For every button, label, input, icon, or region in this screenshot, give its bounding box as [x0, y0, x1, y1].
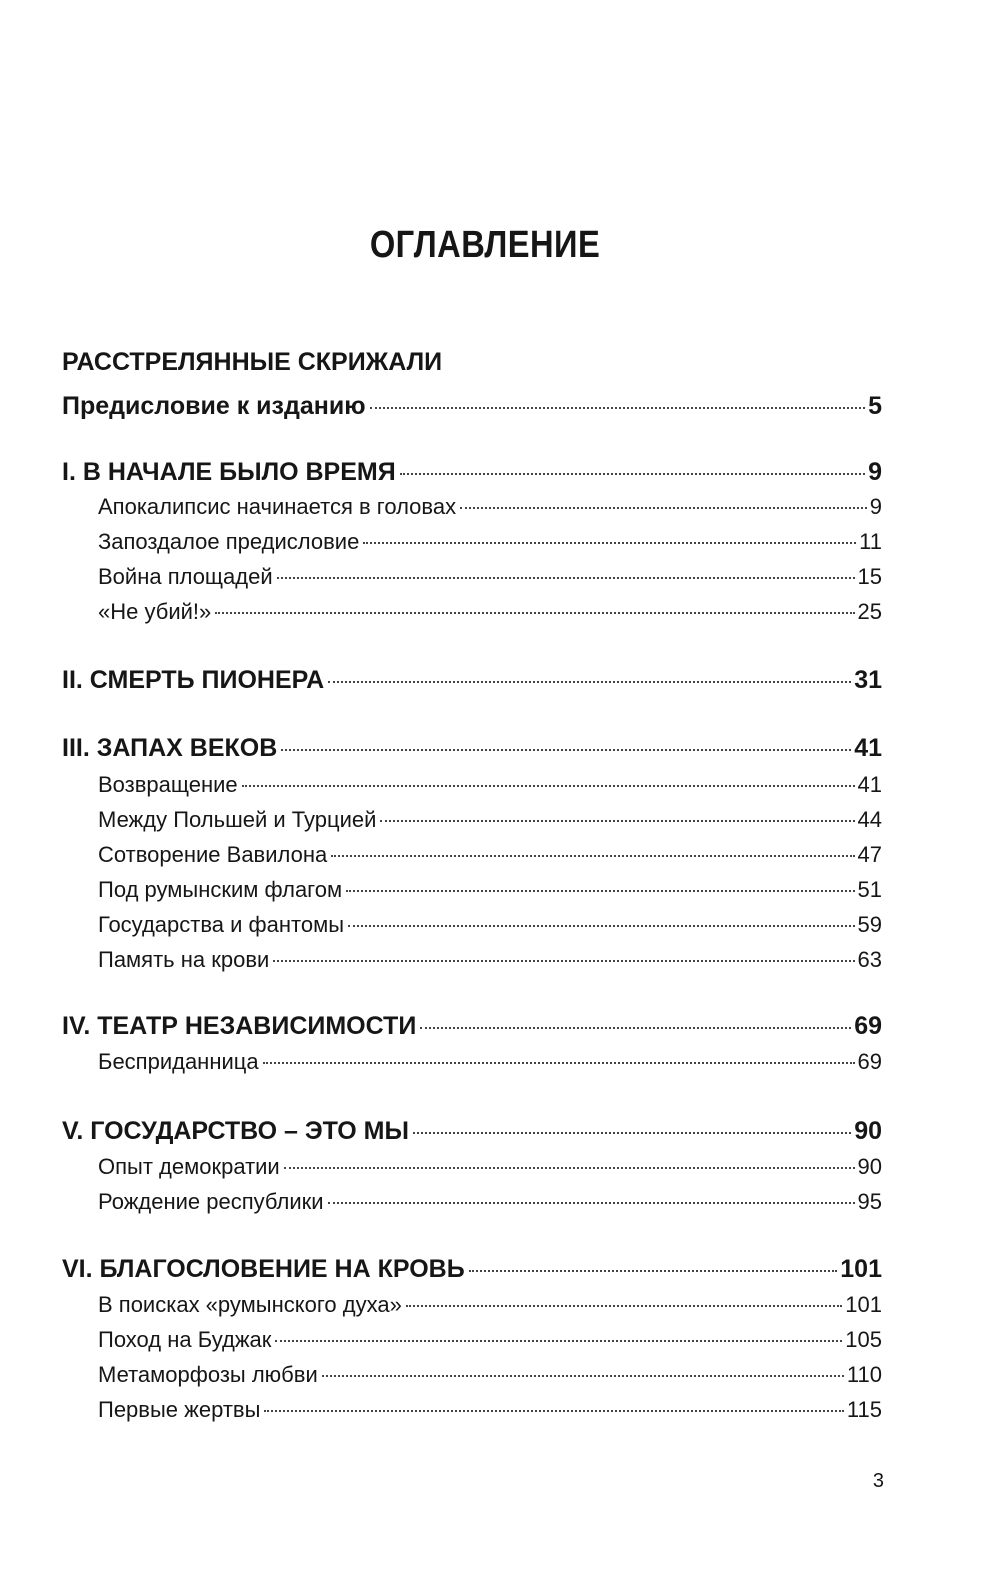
leader-dots [284, 1167, 855, 1169]
leader-dots [322, 1375, 844, 1377]
toc-item[interactable]: Под румынским флагом 51 [98, 877, 882, 902]
toc-item[interactable]: Первые жертвы 115 [98, 1397, 882, 1422]
toc-part-4[interactable]: IV. ТЕАТР НЕЗАВИСИМОСТИ 69 [62, 1012, 882, 1040]
leader-dots [460, 507, 867, 509]
leader-dots [215, 612, 854, 614]
toc-part-5[interactable]: V. ГОСУДАРСТВО – ЭТО МЫ 90 [62, 1117, 882, 1145]
page-title: ОГЛАВЛЕНИЕ [369, 224, 601, 266]
toc-item[interactable]: Опыт демократии 90 [98, 1154, 882, 1179]
leader-dots [348, 925, 855, 927]
leader-dots [363, 542, 856, 544]
leader-dots [346, 890, 854, 892]
toc-item[interactable]: Между Польшей и Турцией 44 [98, 807, 882, 832]
toc-item[interactable]: Рождение республики 95 [98, 1189, 882, 1214]
toc-item[interactable]: Апокалипсис начинается в головах 9 [98, 494, 882, 519]
toc-part-3[interactable]: III. ЗАПАХ ВЕКОВ 41 [62, 734, 882, 762]
leader-dots [328, 1202, 855, 1204]
toc-item[interactable]: Бесприданница 69 [98, 1049, 882, 1074]
leader-dots [370, 407, 866, 409]
toc-item[interactable]: Государства и фантомы 59 [98, 912, 882, 937]
toc-part-1[interactable]: I. В НАЧАЛЕ БЫЛО ВРЕМЯ 9 [62, 458, 882, 486]
toc-item[interactable]: Сотворение Вавилона 47 [98, 842, 882, 867]
leader-dots [263, 1062, 855, 1064]
toc-item[interactable]: Возвращение 41 [98, 772, 882, 797]
leader-dots [328, 681, 851, 683]
toc-part-2[interactable]: II. СМЕРТЬ ПИОНЕРА 31 [62, 666, 882, 694]
leader-dots [406, 1305, 842, 1307]
leader-dots [380, 820, 854, 822]
leader-dots [242, 785, 855, 787]
toc-entry-preface[interactable]: Предисловие к изданию 5 [62, 392, 882, 420]
leader-dots [331, 855, 854, 857]
toc-item[interactable]: Память на крови 63 [98, 947, 882, 972]
toc-item[interactable]: В поисках «румынского духа» 101 [98, 1292, 882, 1317]
leader-dots [273, 960, 854, 962]
leader-dots [264, 1410, 844, 1412]
leader-dots [400, 473, 865, 475]
leader-dots [281, 749, 851, 751]
toc-part-6[interactable]: VI. БЛАГОСЛОВЕНИЕ НА КРОВЬ 101 [62, 1255, 882, 1283]
leader-dots [277, 577, 855, 579]
page-number: 3 [872, 1470, 884, 1492]
toc-item[interactable]: Метаморфозы любви 110 [98, 1362, 882, 1387]
toc-item[interactable]: Поход на Буджак 105 [98, 1327, 882, 1352]
toc-item[interactable]: «Не убий!» 25 [98, 599, 882, 624]
toc-item[interactable]: Война площадей 15 [98, 564, 882, 589]
leader-dots [469, 1270, 838, 1272]
leader-dots [420, 1027, 851, 1029]
book-title: РАССТРЕЛЯННЫЕ СКРИЖАЛИ [62, 348, 443, 376]
toc-item[interactable]: Запоздалое предисловие 11 [98, 529, 882, 554]
leader-dots [275, 1340, 842, 1342]
leader-dots [413, 1132, 851, 1134]
